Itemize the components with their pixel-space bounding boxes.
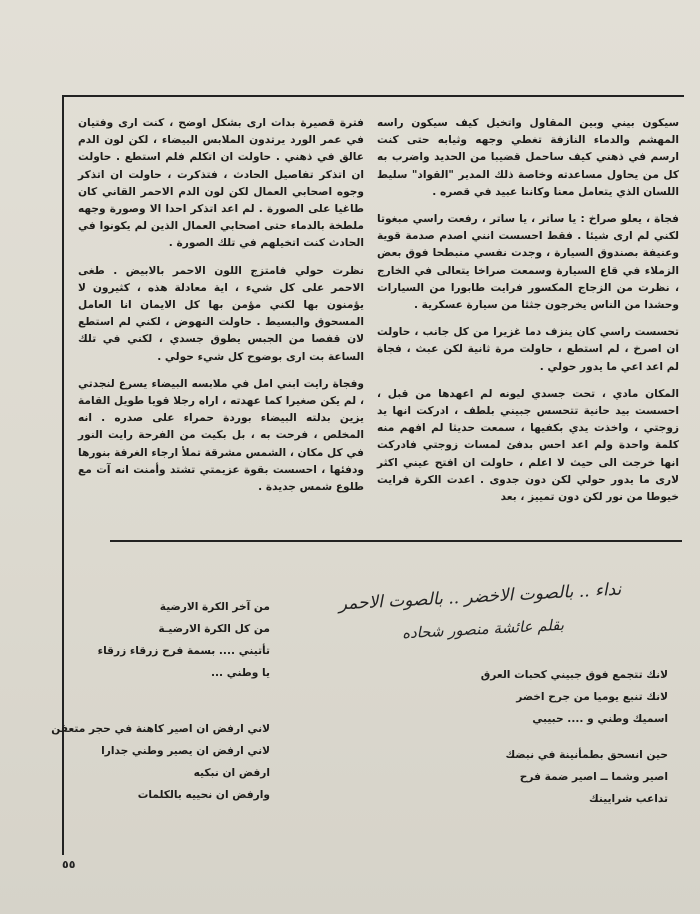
poem-line: وارفض ان نحييه بالكلمات: [137, 789, 270, 801]
poem-line: من آخر الكرة الارضية: [159, 601, 270, 613]
page-number: ٥٥: [62, 858, 76, 871]
poem-line: تأتيني .... بسمة فرح زرقاء زرقاء: [97, 645, 270, 657]
article-paragraph: فترة قصيرة بدات ارى بشكل اوضح ، كنت ارى وفتيان في عمر الورد يرتدون الملابس البيضاء ، لكن لون الدم عالق في ذهني . حاولت ان اتكلم فلم استطع . حاولت ان اتذكر تفاصيل الحادث ، فتذكرت ، حاولت ان اتذكر وجوه اصحابي العمال لكن لون الدم الاحمر القاني كان طاغيا على الصورة . لم اعد اتذكر احدا الا وصورة وجهه ملطخة بالدماء حتى اصحابي العمال الذين لم يكونوا في الحادث كنت اتخيلهم في تلك الصورة .: [78, 117, 364, 250]
article-paragraph: المكان مادي ، تحت جسدي ليونه لم اعهدها من قبل ، احسست بيد حانية تتحسس جبيني بلطف ، ادركت انها يد زوجتي ، واخذت يدي بكفيها ، سمعت حديثا لم افهم منه كلمة واحدة ولم اعد احس بدفئ لمسات زوجتي فادركت انها خرجت الى حيث لا اعلم ، حاولت ان افتح عيني اكثر لارى ما يدور حولي لكن دون جدوى . اعدت الكرة فرايت خيوطا من نور لكن دون تمييز ، بعد: [377, 387, 679, 504]
poem-author: بقلم عائشة منصور شحاده: [401, 615, 565, 643]
article-paragraph: فجاة ، يعلو صراخ : يا ساتر ، يا ساتر ، رفعت راسي مبغوتا لكني لم ارى شيئا . فقط احسست انني اصدم صدمة قوية وعنيفة بصندوق السيارة ، وجدت نفسي منبطحا فوق بعض الزملاء في قاع السيارة وسمعت صراخا يتعالى في الخارج ، نظرت من الزجاج المكسور فرايت طابورا من السيارات وحشدا من الناس يخرجون جثثا من سيارة عسكرية .: [377, 213, 679, 312]
poem-line: لانك تنبع يوميا من جرح اخضر: [516, 691, 668, 703]
poem-line: حين انسحق بطمأنينة في نبضك: [505, 749, 668, 761]
article-paragraph: نظرت حولي فامتزج اللون الاحمر بالابيض . طغى الاحمر على كل شيء ، اية معادلة هذه ، كثيرون لا يؤمنون بها لكني مؤمن بها كل الايمان انا العامل المسحوق والبسيط . حاولت النهوض ، لكني لم استطع لان قفصا من الجبس يطوق جسدي ، لكني في تلك الساعة بت ارى بوضوح كل شيء حولي .: [78, 264, 364, 363]
article-paragraph: سيكون بيني وبين المقاول واتخيل كيف سيكون راسه المهشم والدماء النازفة تغطي وجهه وثيابه حتى كنت ارسم في ذهني كيف ساحمل قضيبا من الحديد واضرب به كل من يحاول مساعدته وخاصة ذلك المدير "القواد" سليط اللسان الذي يتعامل معنا وكاننا عبيد في قصره .: [377, 117, 679, 198]
article-paragraph: تحسست راسي كان ينزف دما غزيرا من كل جانب ، حاولت ان اصرخ ، لم استطع ، حاولت مرة ثانية لكن عبث ، فجاة لم اعد اعي ما يدور حولي .: [377, 326, 679, 373]
poem-stanza: [51, 718, 270, 806]
article-column-left: [78, 115, 364, 506]
frame-left-rule: [62, 95, 64, 855]
poem-line: تداعب شرايينك: [589, 793, 668, 805]
poem-title: نداء .. بالصوت الاخضر .. بالصوت الاحمر: [338, 579, 622, 615]
poem-line: يا وطني ...: [210, 667, 270, 679]
poem-stanza: [370, 744, 668, 810]
article-paragraph: وفجاة رايت ابني امل في ملابسه البيضاء يسرع لنجدتي ، لم يكن صغيرا كما عهدته ، اراه رجلا قويا طويل القامة يزين بدلته البيضاء بوردة حمراء على صدره . انه المخلص ، فرحت به ، بل بكيت من الفرحة رايت النور في كل مكان ، الشمس مشرقة تملأ ارجاء الغرفة بنورها ودفئها ، احسست بقوة عزيمتي تشتد وأمنت انه آت مع طلوع شمس جديدة .: [78, 377, 364, 494]
poem-stanza: [370, 664, 668, 730]
poem-verses-right: [370, 664, 668, 824]
poem-line: من كل الكرة الارضيـة: [158, 623, 270, 635]
poem-line: لاني ارفض ان يصير وطني جدارا: [101, 745, 270, 757]
section-divider: [110, 540, 682, 542]
poem-line: اسميك وطني و .... حبيبي: [532, 713, 668, 725]
poem-line: اصير وشما ــ اصير ضمة فرح: [519, 771, 668, 783]
poem-line: ارفض ان نبكيه: [193, 767, 270, 779]
poem-line: لاني ارفض ان اصير كاهنة في حجر متعفن: [51, 723, 270, 735]
poem-stanza: [97, 596, 270, 684]
frame-top-rule: [62, 95, 684, 97]
article-column-right: [377, 115, 679, 516]
poem-verses-left: [51, 596, 270, 840]
poem-line: لانك تتجمع فوق جبيني كحبات العرق: [480, 669, 668, 681]
